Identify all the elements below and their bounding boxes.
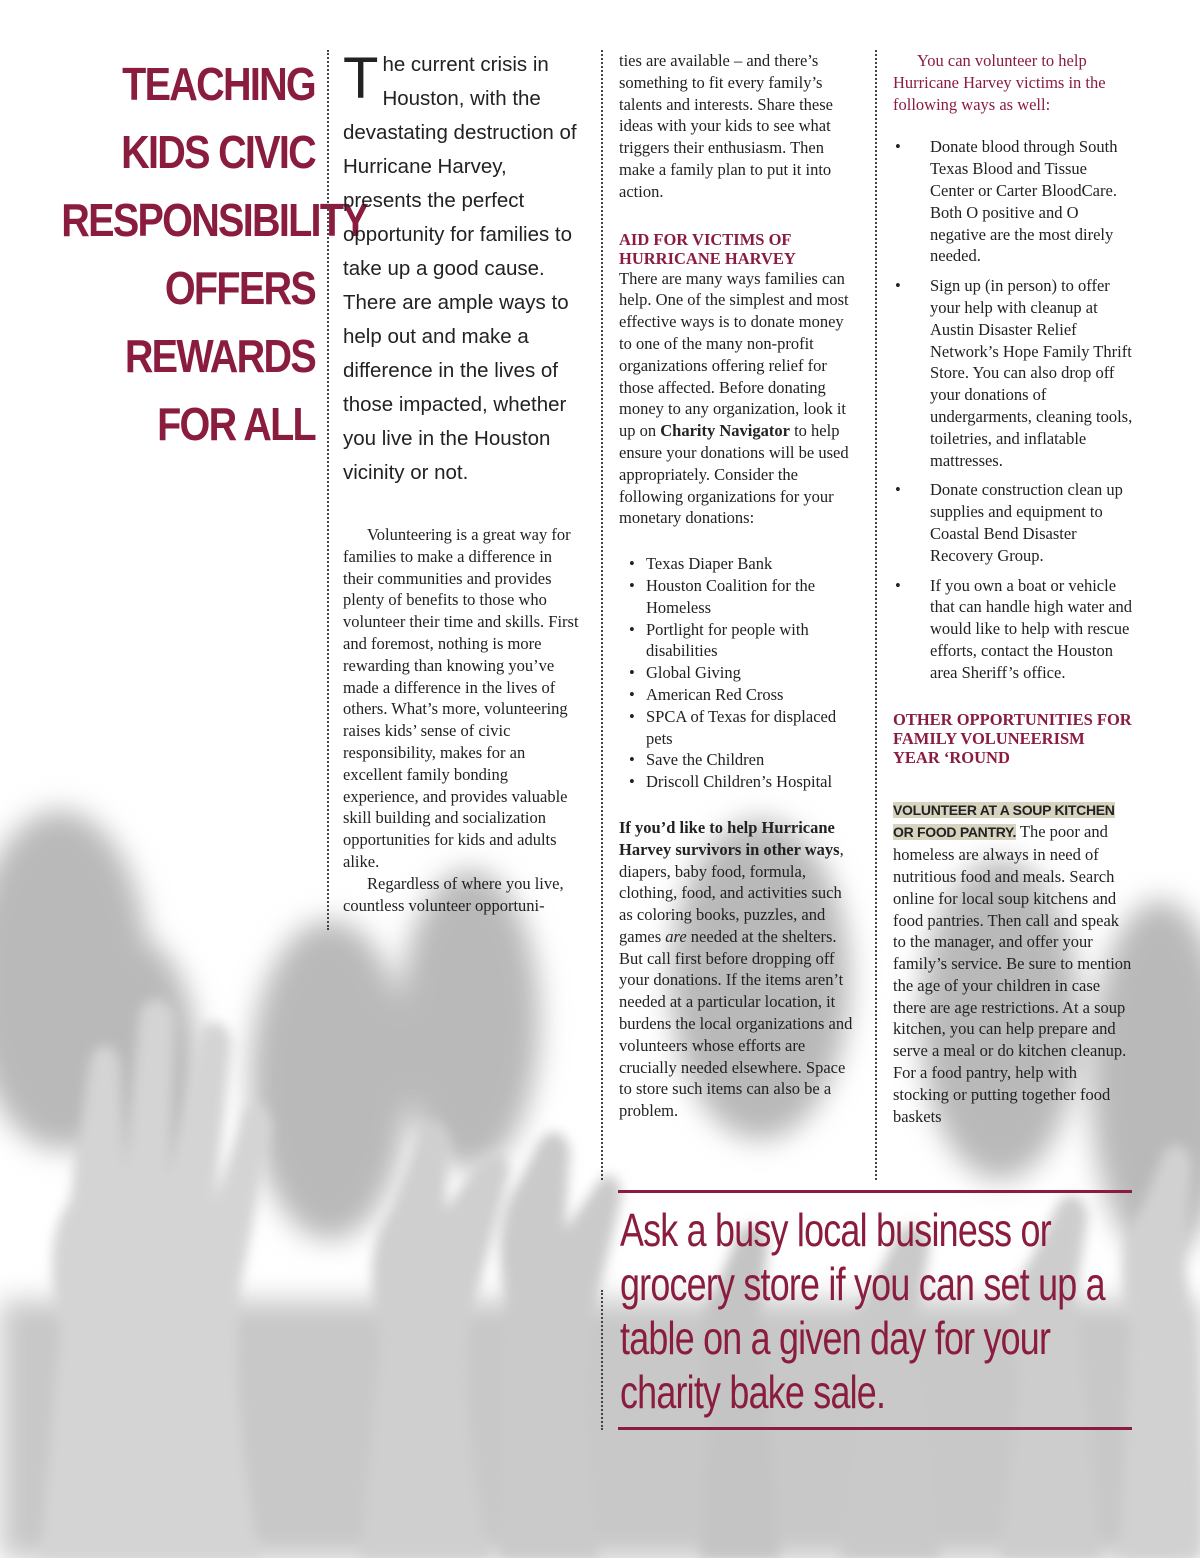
headline-line: FOR ALL xyxy=(157,398,315,450)
article-column-3 xyxy=(893,50,1133,1127)
headline xyxy=(61,50,367,458)
list-item: • Donate blood through South Texas Blood and Tissue Center or Carter BloodCare. Both O positive and O negative are the most direly needed. xyxy=(893,136,1133,267)
column-divider xyxy=(327,50,329,930)
list-item: • Sign up (in person) to offer your help with cleanup at Austin Disaster Relief Network’s Hope Family Thrift Store. You can also drop off your donations of undergarments, cleaning tools, toiletries, and inflatable mattresses. xyxy=(893,275,1133,471)
body-paragraph: If you’d like to help Hurricane Harvey survivors in other ways, diapers, baby food, formula, clothing, food, and activities such as coloring books, puzzles, and games are needed at the shelters. But call first before dropping off your donations. If the items aren’t needed at a particular location, it burdens the local organizations and volunteers whose efforts are crucially needed elsewhere. Space to store such items can also be a problem. xyxy=(619,817,853,1121)
intro-paragraph xyxy=(343,48,581,490)
column-divider xyxy=(601,1290,603,1430)
list-item: • If you own a boat or vehicle that can handle high water and would like to help with rescue efforts, contact the Houston area Sheriff’s office. xyxy=(893,575,1133,684)
column-divider xyxy=(875,50,877,1180)
headline-line: TEACHING xyxy=(122,58,315,110)
list-item: • Texas Diaper Bank xyxy=(619,553,859,575)
body-paragraph: ties are available – and there’s something to fit every family’s talents and interests. Share these ideas with your kids to see what triggers their enthusiasm. Then make a family plan to put it into action. xyxy=(619,51,833,201)
pull-quote: Ask a busy local business or grocery store if you can set up a table on a given day for your charity bake sale. xyxy=(618,1190,1132,1430)
article-column-2 xyxy=(619,50,859,1122)
section-heading: AID FOR VICTIMS OF HURRICANE HARVEY xyxy=(619,229,796,268)
body-paragraph: There are many ways families can help. One of the simplest and most effective ways is to donate money to one of the many non-profit organizations offering relief for those affected. Before donating money to any organization, look it up on Charity Navigator to help ensure your donations will be used appropriately. Consider the following organizations for your monetary donations: xyxy=(619,268,849,528)
organization-list xyxy=(619,553,859,793)
list-item: • Global Giving xyxy=(619,662,859,684)
list-item: • Driscoll Children’s Hospital xyxy=(619,771,859,793)
body-paragraph: Volunteering is a great way for families to make a difference in their communities and provides plenty of benefits to those who volunteer their time and skills. First and foremost, nothing is more rewarding than knowing you’ve made a difference in the lives of others. What’s more, volunteering raises kids’ sense of civic responsibility, makes for an excellent family bonding experience, and provides valuable skill building and socialization opportunities for kids and adults alike. xyxy=(343,525,579,871)
article-column-1 xyxy=(343,48,581,916)
body-paragraph: Regardless of where you live, countless volunteer opportuni- xyxy=(343,873,564,915)
list-item: • Houston Coalition for the Homeless xyxy=(619,575,859,619)
headline-line: REWARDS xyxy=(124,330,315,382)
headline-line: KIDS CIVIC xyxy=(121,126,315,178)
intro-text: he current crisis in Houston, with the devastating destruction of Hurricane Harvey, presents the perfect opportunity for families to take up a good cause. There are ample ways to help out and make a difference in the lives of those impacted, whether you live in the Houston vicinity or not. xyxy=(343,53,577,484)
ways-list xyxy=(893,136,1133,683)
drop-cap: T xyxy=(343,46,379,111)
headline-line: RESPONSIBILITY xyxy=(61,194,367,246)
section-heading: OTHER OPPORTUNITIES FOR FAMILY VOLUNEERISM YEAR ‘ROUND xyxy=(893,709,1132,767)
column-divider xyxy=(601,50,603,1180)
body-paragraph: VOLUNTEER AT A SOUP KITCHEN OR FOOD PANTRY. The poor and homeless are always in need of nutritious food and meals. Search online for local soup kitchens and food pantries. Then call and speak to the manager, and offer your family’s service. Be sure to mention the age of your children in case there are age restrictions. At a soup kitchen, you can help prepare and serve a meal or do kitchen cleanup. For a food pantry, help with stocking or putting together food baskets xyxy=(893,801,1132,1126)
headline-line: OFFERS xyxy=(164,262,315,314)
highlight-label: VOLUNTEER AT A SOUP KITCHEN OR FOOD PANTRY. xyxy=(893,801,1115,841)
lead-paragraph: You can volunteer to help Hurricane Harvey victims in the following ways as well: xyxy=(893,51,1106,114)
list-item: • Portlight for people with disabilities xyxy=(619,619,859,663)
list-item: • American Red Cross xyxy=(619,684,859,706)
charity-navigator-link[interactable]: Charity Navigator xyxy=(660,421,790,441)
list-item: • SPCA of Texas for displaced pets xyxy=(619,706,859,750)
list-item: • Save the Children xyxy=(619,749,859,771)
list-item: • Donate construction clean up supplies and equipment to Coastal Bend Disaster Recovery Group. xyxy=(893,479,1133,566)
